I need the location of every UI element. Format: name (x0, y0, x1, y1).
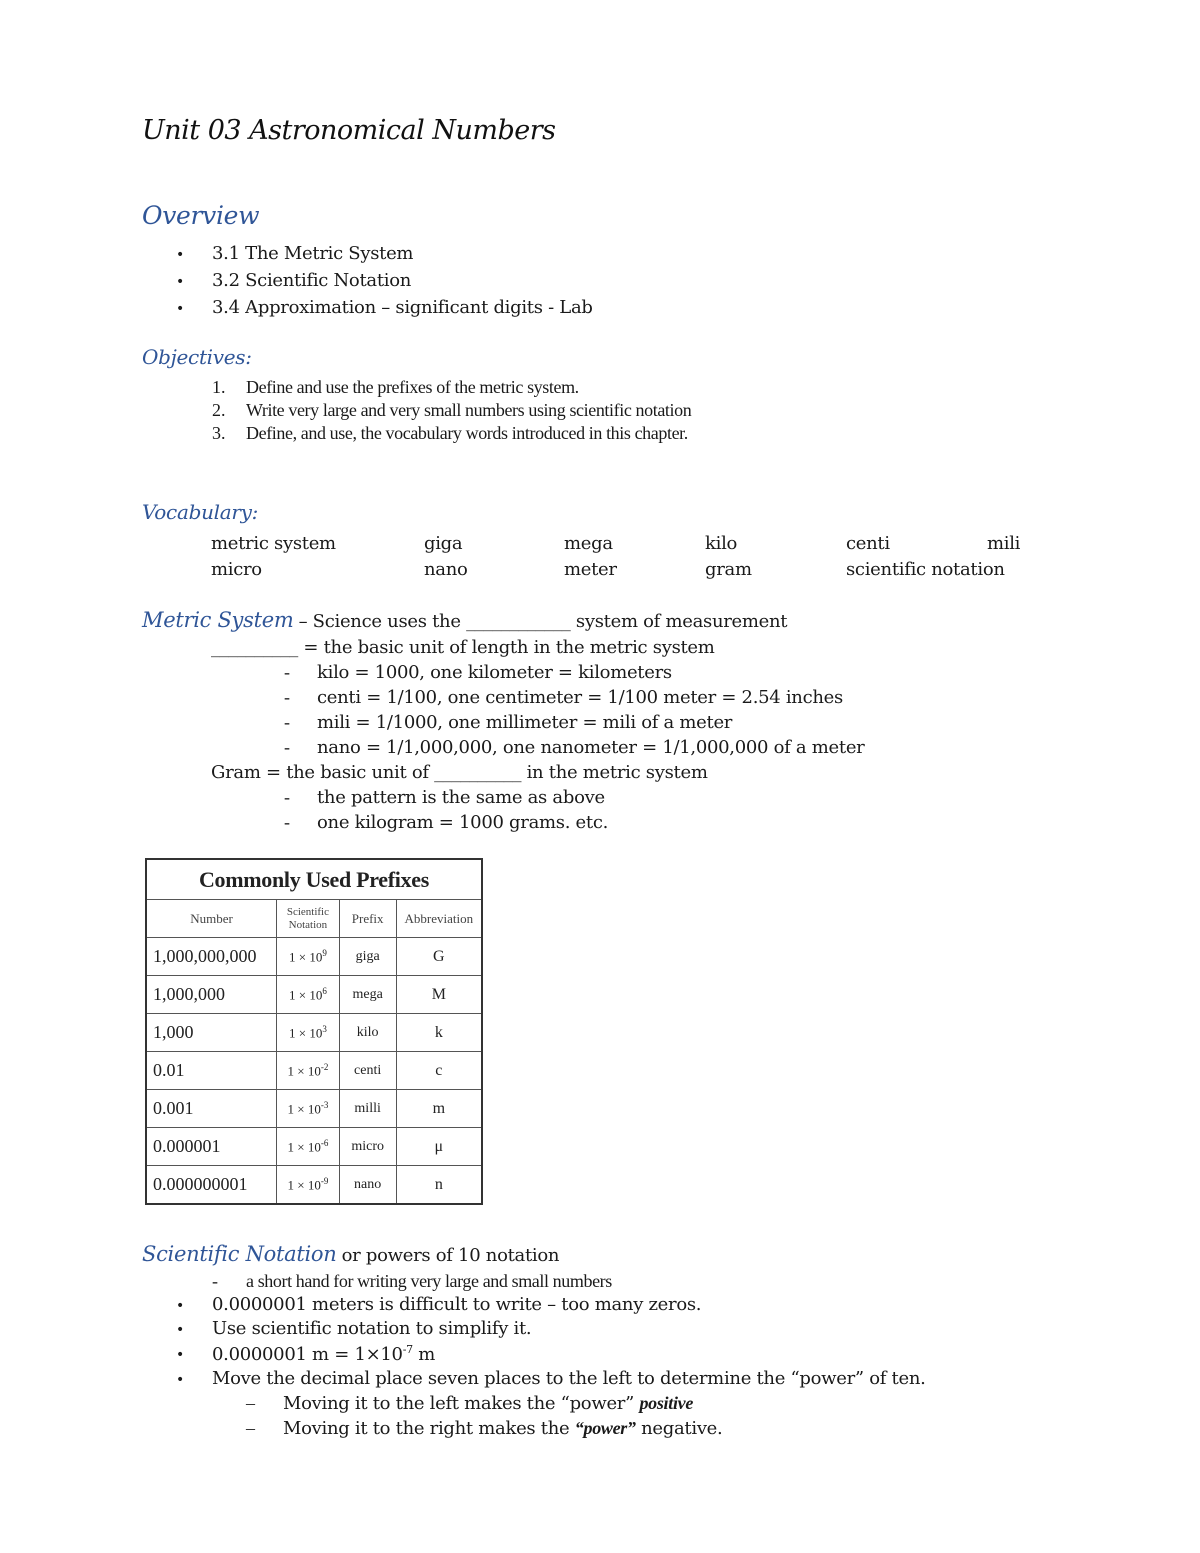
table-caption: Commonly Used Prefixes (146, 859, 482, 900)
dash-marker: - (212, 1271, 218, 1291)
number-cell: 0.000000001 (146, 1166, 277, 1205)
overview-item: 3.2 Scientific Notation (212, 270, 412, 291)
scientific-bullet: Move the decimal place seven places to the left to determine the “power” of ten. (212, 1368, 926, 1389)
scientific-notation-intro: or powers of 10 notation (341, 1245, 560, 1266)
prefix-cell: giga (339, 938, 396, 976)
abbreviation-cell: n (396, 1166, 482, 1205)
scientific-notation-heading: Scientific Notation (142, 1242, 337, 1266)
sci-base: 1 × 10 (287, 1177, 321, 1193)
objective-item: Write very large and very small numbers using scientific notation (246, 400, 692, 420)
dash-marker: - (284, 687, 290, 707)
prefix-cell: milli (339, 1090, 396, 1128)
scientific-notation-cell (277, 1166, 340, 1205)
column-header (277, 900, 340, 938)
scientific-notation-cell (277, 938, 340, 976)
number-cell: 1,000 (146, 1014, 277, 1052)
bullet-icon: • (176, 1347, 185, 1363)
page-title: Unit 03 Astronomical Numbers (142, 115, 556, 146)
dash-marker: - (284, 712, 290, 732)
sci-base: 1 × 10 (288, 1025, 323, 1041)
abbreviation-cell: c (396, 1052, 482, 1090)
scientific-notation-cell (277, 976, 340, 1014)
list-number: 2. (212, 400, 226, 420)
vocab-word: nano (424, 559, 468, 580)
objective-item: Define and use the prefixes of the metric system. (246, 377, 579, 397)
table-row (146, 976, 482, 1014)
sub-item-bold: “power” (574, 1418, 636, 1438)
scientific-dash-item: a short hand for writing very large and small numbers (246, 1271, 612, 1291)
column-header: Prefix (339, 900, 396, 938)
prefixes-table (145, 858, 483, 1205)
bullet-icon: • (176, 1322, 185, 1338)
sub-item-text: Moving it to the left makes the “power” (283, 1393, 640, 1414)
vocab-word: giga (424, 533, 463, 554)
vocab-word: kilo (705, 533, 738, 554)
abbreviation-cell: μ (396, 1128, 482, 1166)
overview-item: 3.4 Approximation – significant digits - Lab (212, 297, 593, 318)
scientific-bullet-text: m (412, 1344, 436, 1365)
table-row (146, 1052, 482, 1090)
number-cell: 0.000001 (146, 1128, 277, 1166)
gram-item: the pattern is the same as above (317, 787, 605, 808)
sub-item-text: Moving it to the right makes the (283, 1418, 575, 1439)
abbreviation-cell: m (396, 1090, 482, 1128)
objectives-heading: Objectives: (142, 345, 252, 369)
prefix-cell: mega (339, 976, 396, 1014)
vocab-word: gram (705, 559, 752, 580)
list-number: 1. (212, 377, 226, 397)
sci-exponent: -6 (320, 1137, 329, 1148)
prefix-cell: centi (339, 1052, 396, 1090)
meter-item: mili = 1/1000, one millimeter = mili of a meter (317, 712, 733, 733)
table-body (146, 938, 482, 1205)
scientific-bullet-text: 0.0000001 m = 1×10 (212, 1344, 403, 1365)
sci-base: 1 × 10 (287, 1139, 321, 1155)
metric-system-line (142, 608, 787, 632)
sci-base: 1 × 10 (287, 1101, 321, 1117)
dash-marker: - (284, 662, 290, 682)
abbreviation-cell: M (396, 976, 482, 1014)
vocab-word: mega (564, 533, 613, 554)
bullet-icon: • (176, 1372, 185, 1388)
meter-item: kilo = 1000, one kilometer = kilometers (317, 662, 672, 683)
sub-item-bold: positive (639, 1393, 694, 1413)
gram-item: one kilogram = 1000 grams. etc. (317, 812, 609, 833)
metric-system-heading: Metric System (142, 608, 294, 632)
scientific-notation-cell (277, 1014, 340, 1052)
overview-item: 3.1 The Metric System (212, 243, 414, 264)
vocab-word: metric system (211, 533, 336, 554)
meter-item: centi = 1/100, one centimeter = 1/100 meter = 2.54 inches (317, 687, 843, 708)
bullet-icon: • (176, 301, 185, 317)
scientific-bullet: 0.0000001 meters is difficult to write – too many zeros. (212, 1294, 702, 1315)
column-header: Number (146, 900, 277, 938)
vocabulary-heading: Vocabulary: (142, 500, 259, 524)
vocab-word: scientific notation (846, 559, 1005, 580)
list-number: 3. (212, 423, 226, 443)
objective-item: Define, and use, the vocabulary words introduced in this chapter. (246, 423, 688, 443)
prefix-cell: nano (339, 1166, 396, 1205)
table-row (146, 1128, 482, 1166)
dash-marker: - (284, 787, 290, 807)
column-header: Abbreviation (396, 900, 482, 938)
vocab-word: mili (987, 533, 1021, 554)
sci-exponent: -9 (320, 1175, 329, 1186)
prefix-cell: micro (339, 1128, 396, 1166)
scientific-sub-item (283, 1418, 722, 1439)
sci-exponent: 9 (322, 947, 327, 958)
scientific-bullet: Use scientific notation to simplify it. (212, 1318, 532, 1339)
table-header-row (146, 900, 482, 938)
scientific-bullet (212, 1343, 435, 1365)
exponent: -7 (402, 1343, 413, 1356)
en-dash-marker: – (246, 1418, 255, 1438)
table-row (146, 1090, 482, 1128)
en-dash-marker: – (246, 1393, 255, 1413)
prefix-cell: kilo (339, 1014, 396, 1052)
sci-exponent: 6 (322, 985, 327, 996)
gram-definition: Gram = the basic unit of __________ in the metric system (211, 762, 708, 783)
dash-marker: - (284, 812, 290, 832)
overview-heading: Overview (142, 201, 260, 230)
vocab-word: micro (211, 559, 262, 580)
sci-base: 1 × 10 (287, 1063, 321, 1079)
sub-item-text: negative. (635, 1418, 723, 1439)
sci-base: 1 × 10 (288, 949, 323, 965)
bullet-icon: • (176, 1298, 185, 1314)
sci-exponent: -2 (320, 1061, 329, 1072)
column-header-text: Scientific Notation (286, 905, 329, 931)
number-cell: 0.01 (146, 1052, 277, 1090)
dash-marker: - (284, 737, 290, 757)
table-row (146, 1014, 482, 1052)
scientific-notation-cell (277, 1128, 340, 1166)
sci-exponent: -3 (320, 1099, 329, 1110)
scientific-notation-cell (277, 1052, 340, 1090)
scientific-notation-line (142, 1242, 559, 1266)
sci-exponent: 3 (322, 1023, 327, 1034)
bullet-icon: • (176, 274, 185, 290)
sci-base: 1 × 10 (288, 987, 323, 1003)
vocab-word: meter (564, 559, 617, 580)
meter-item: nano = 1/1,000,000, one nanometer = 1/1,000,000 of a meter (317, 737, 865, 758)
number-cell: 1,000,000 (146, 976, 277, 1014)
meter-definition: __________ = the basic unit of length in the metric system (211, 637, 715, 658)
scientific-notation-cell (277, 1090, 340, 1128)
vocab-word: centi (846, 533, 890, 554)
scientific-sub-item (283, 1393, 693, 1414)
number-cell: 1,000,000,000 (146, 938, 277, 976)
abbreviation-cell: G (396, 938, 482, 976)
table-row (146, 938, 482, 976)
abbreviation-cell: k (396, 1014, 482, 1052)
metric-system-intro: – Science uses the ____________ system of measurement (298, 611, 788, 632)
table-row (146, 1166, 482, 1205)
number-cell: 0.001 (146, 1090, 277, 1128)
bullet-icon: • (176, 247, 185, 263)
